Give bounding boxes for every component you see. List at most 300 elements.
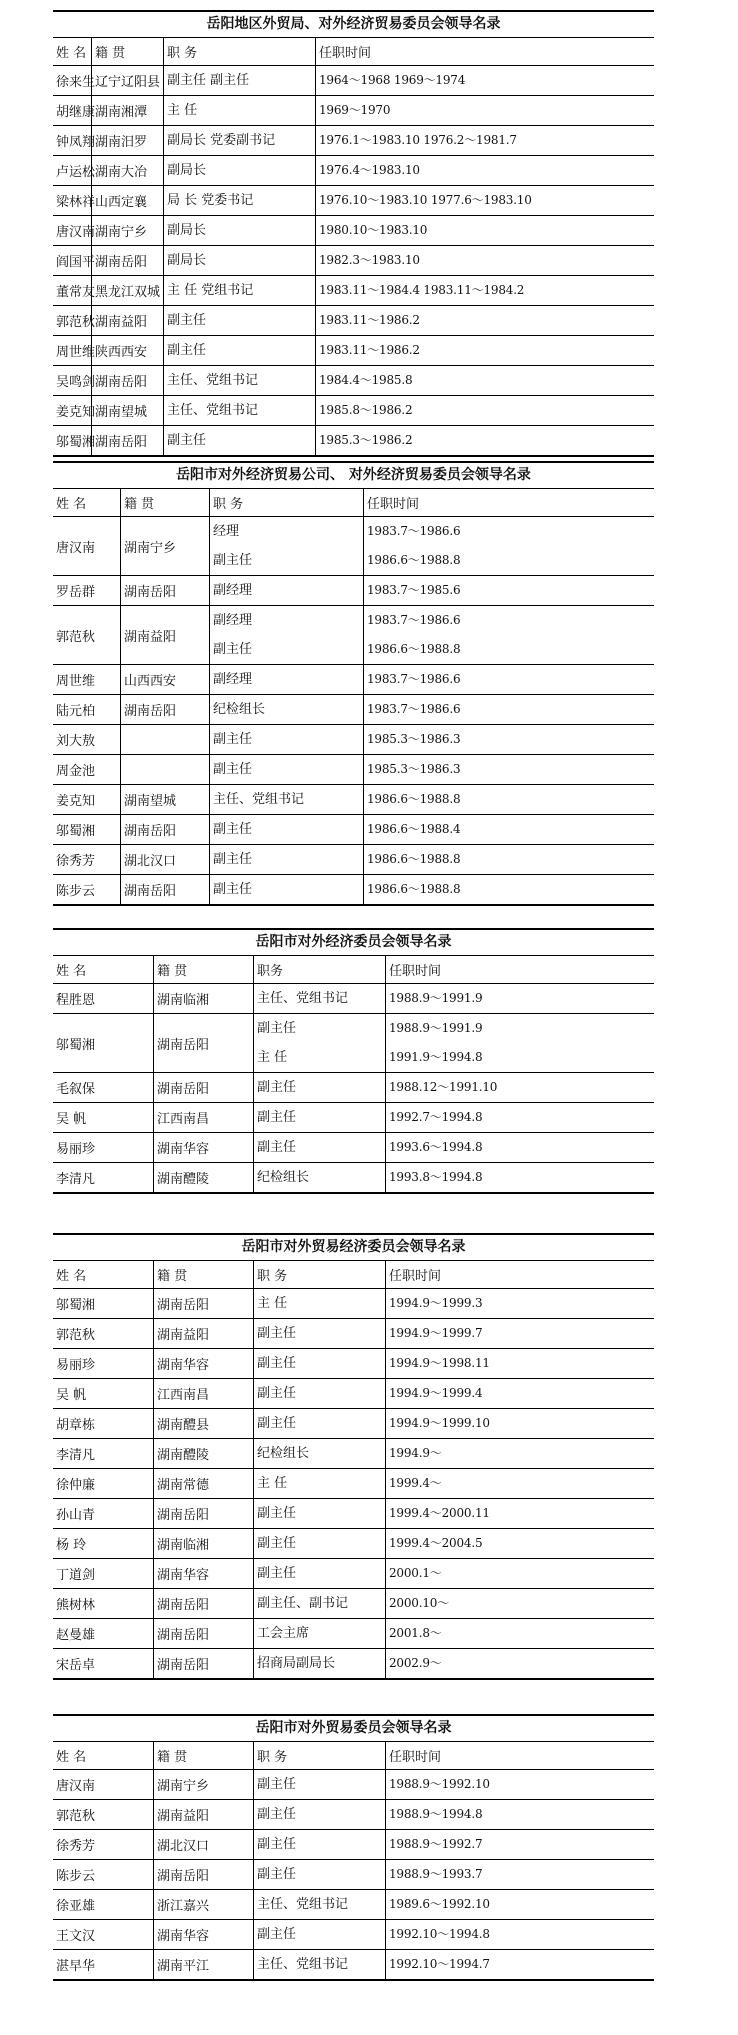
title-line: 工会主席 xyxy=(257,1626,310,1641)
table-row xyxy=(53,1289,654,1319)
table-row xyxy=(53,216,654,246)
title-line: 主任、党组书记 xyxy=(257,991,349,1006)
title-cell xyxy=(163,216,315,245)
period-line: 1988.9～1991.9 xyxy=(389,1021,483,1035)
name-cell: 徐来生 xyxy=(56,75,96,90)
period-cell xyxy=(315,306,654,335)
name-cell: 陆元柏 xyxy=(56,704,96,719)
table-header-row xyxy=(53,1261,654,1289)
name-cell: 周金池 xyxy=(56,764,96,779)
table-row xyxy=(53,1133,654,1163)
name-cell: 周世维 xyxy=(56,674,96,689)
table-row xyxy=(53,366,654,396)
period-cell xyxy=(385,1830,654,1859)
period-line: 1988.9～1994.8 xyxy=(389,1807,483,1821)
origin-cell: 湖南汨罗 xyxy=(91,126,163,155)
title-line: 副主任 xyxy=(213,553,253,568)
name-cell: 易丽珍 xyxy=(56,1142,96,1157)
title-cell xyxy=(163,156,315,185)
table-row xyxy=(53,1163,654,1193)
name-cell: 王文汉 xyxy=(56,1929,96,1944)
period-line: 1988.9～1993.7 xyxy=(389,1867,483,1881)
title-line: 副局长 党委副书记 xyxy=(167,133,276,148)
period-line: 1991.9～1994.8 xyxy=(389,1050,483,1064)
column-header: 姓 名 xyxy=(56,1750,87,1765)
origin-cell: 湖南益阳 xyxy=(153,1800,253,1829)
origin-cell: 湖南岳阳 xyxy=(153,1073,253,1102)
name-cell: 陈步云 xyxy=(56,884,96,899)
table-row xyxy=(53,96,654,126)
title-line: 副主任 xyxy=(213,882,253,897)
period-line: 1986.6～1988.8 xyxy=(367,642,461,656)
title-cell xyxy=(209,517,363,575)
table-row xyxy=(53,1649,654,1679)
name-cell: 徐亚雄 xyxy=(56,1899,96,1914)
period-cell xyxy=(385,1103,654,1132)
table-title: 岳阳市对外经济贸易公司、 对外经济贸易委员会领导名录 xyxy=(176,467,531,483)
table-row xyxy=(53,1469,654,1499)
period-cell xyxy=(363,695,654,724)
title-cell xyxy=(253,984,385,1013)
title-line: 副局长 xyxy=(167,223,207,238)
title-cell xyxy=(163,306,315,335)
name-cell: 程胜恩 xyxy=(56,993,96,1008)
origin-cell: 湖南岳阳 xyxy=(120,576,209,605)
name-cell: 杨 玲 xyxy=(56,1538,87,1553)
period-line: 1994.9～1999.3 xyxy=(389,1296,483,1310)
title-cell xyxy=(253,1289,385,1318)
name-cell: 梁林祥 xyxy=(56,195,96,210)
name-cell: 姜克知 xyxy=(56,405,96,420)
table-row xyxy=(53,1619,654,1649)
title-cell xyxy=(253,1014,385,1072)
name-cell: 徐秀芳 xyxy=(56,1839,96,1854)
title-line: 副局长 xyxy=(167,163,207,178)
title-cell xyxy=(209,695,363,724)
column-header: 籍 贯 xyxy=(153,956,253,983)
origin-cell: 湖北汉口 xyxy=(153,1830,253,1859)
title-line: 副主任 xyxy=(257,1837,297,1852)
period-line: 1976.4～1983.10 xyxy=(319,163,420,177)
period-line: 1984.4～1985.8 xyxy=(319,373,413,387)
period-cell xyxy=(385,1379,654,1408)
title-line: 副主任 xyxy=(213,822,253,837)
name-cell: 毛叙保 xyxy=(56,1082,96,1097)
period-line: 1976.10～1983.10 1977.6～1983.10 xyxy=(319,193,532,207)
table-row xyxy=(53,1920,654,1950)
origin-cell: 江西南昌 xyxy=(153,1379,253,1408)
period-line: 1999.4～ xyxy=(389,1476,442,1490)
title-line: 招商局副局长 xyxy=(257,1656,336,1671)
origin-cell: 湖南常德 xyxy=(153,1469,253,1498)
table-row xyxy=(53,1073,654,1103)
period-cell xyxy=(315,426,654,455)
title-line: 主 任 党组书记 xyxy=(167,283,254,298)
title-cell xyxy=(163,246,315,275)
period-line: 1982.3～1983.10 xyxy=(319,253,420,267)
title-cell xyxy=(253,1379,385,1408)
origin-cell: 湖南华容 xyxy=(153,1920,253,1949)
period-cell xyxy=(385,1589,654,1618)
table-row xyxy=(53,1559,654,1589)
table-row xyxy=(53,1800,654,1830)
origin-cell: 湖南岳阳 xyxy=(91,366,163,395)
period-cell xyxy=(363,875,654,904)
title-cell xyxy=(253,1770,385,1799)
period-line: 1983.11～1986.2 xyxy=(319,343,420,357)
name-cell: 姜克知 xyxy=(56,794,96,809)
title-line: 副局长 xyxy=(167,253,207,268)
period-cell xyxy=(385,1319,654,1348)
table-header-row xyxy=(53,489,654,517)
table-row xyxy=(53,1379,654,1409)
period-cell xyxy=(385,1920,654,1949)
period-cell xyxy=(385,1860,654,1889)
origin-cell: 湖南岳阳 xyxy=(120,875,209,904)
title-line: 主任、党组书记 xyxy=(167,403,259,418)
period-cell xyxy=(315,216,654,245)
name-cell: 郭范秋 xyxy=(56,629,96,645)
name-cell: 郭范秋 xyxy=(56,1809,96,1824)
title-line: 纪检组长 xyxy=(257,1446,310,1461)
origin-cell: 湖南望城 xyxy=(120,785,209,814)
title-line: 主任、党组书记 xyxy=(213,792,305,807)
column-header: 籍 贯 xyxy=(91,38,163,65)
period-line: 1988.12～1991.10 xyxy=(389,1080,498,1094)
period-line: 1986.6～1988.8 xyxy=(367,852,461,866)
name-cell: 李清凡 xyxy=(56,1172,96,1187)
table-row xyxy=(53,1950,654,1980)
title-line: 副主任 xyxy=(257,1927,297,1942)
title-cell xyxy=(209,875,363,904)
column-header: 籍 贯 xyxy=(153,1742,253,1769)
title-cell xyxy=(253,1499,385,1528)
table-row xyxy=(53,755,654,785)
table-row xyxy=(53,426,654,456)
name-cell: 刘大敖 xyxy=(56,734,96,749)
title-cell xyxy=(163,96,315,125)
column-header: 任职时间 xyxy=(363,489,654,516)
table-row xyxy=(53,1890,654,1920)
column-header: 任职时间 xyxy=(315,38,654,65)
period-cell xyxy=(385,1163,654,1192)
period-cell xyxy=(363,665,654,694)
title-cell xyxy=(209,845,363,874)
period-cell xyxy=(315,366,654,395)
title-cell xyxy=(253,1349,385,1378)
name-cell: 钟凤翔 xyxy=(56,135,96,150)
table-row xyxy=(53,1499,654,1529)
period-line: 1980.10～1983.10 xyxy=(319,223,428,237)
name-cell: 唐汉南 xyxy=(56,225,96,240)
table-header-row xyxy=(53,1742,654,1770)
title-cell xyxy=(209,755,363,784)
table-row xyxy=(53,875,654,905)
origin-cell: 湖南醴陵 xyxy=(153,1439,253,1468)
period-cell xyxy=(385,1409,654,1438)
title-line: 副主任 xyxy=(257,1536,297,1551)
period-cell xyxy=(363,517,654,575)
title-line: 副主任 xyxy=(257,1110,297,1125)
period-line: 1983.7～1986.6 xyxy=(367,672,461,686)
period-cell xyxy=(385,1349,654,1378)
origin-cell: 湖南大冶 xyxy=(91,156,163,185)
table-row xyxy=(53,984,654,1014)
origin-cell: 湖南宁乡 xyxy=(153,1770,253,1799)
title-cell xyxy=(253,1860,385,1889)
period-cell xyxy=(315,396,654,425)
period-line: 2000.10～ xyxy=(389,1596,450,1610)
title-line: 副主任 xyxy=(257,1807,297,1822)
name-cell: 邬蜀湘 xyxy=(56,824,96,839)
table-row xyxy=(53,576,654,606)
origin-cell: 湖南华容 xyxy=(153,1559,253,1588)
table-bottom-rule xyxy=(53,1979,654,1981)
period-cell xyxy=(363,576,654,605)
title-line: 局 长 党委书记 xyxy=(167,193,254,208)
title-cell xyxy=(253,1133,385,1162)
origin-cell: 山西西安 xyxy=(120,665,209,694)
title-cell xyxy=(163,426,315,455)
column-header: 籍 贯 xyxy=(120,489,209,516)
title-cell xyxy=(253,1890,385,1919)
period-line: 1985.3～1986.3 xyxy=(367,762,461,776)
origin-cell: 湖南醴县 xyxy=(153,1409,253,1438)
title-cell xyxy=(163,66,315,95)
origin-cell: 湖南华容 xyxy=(153,1133,253,1162)
title-line: 副主任 xyxy=(257,1356,297,1371)
name-cell: 徐秀芳 xyxy=(56,854,96,869)
title-line: 副主任 xyxy=(257,1021,297,1036)
period-cell xyxy=(385,1439,654,1468)
table-row xyxy=(53,1529,654,1559)
title-line: 副主任 xyxy=(213,852,253,867)
name-cell: 易丽珍 xyxy=(56,1358,96,1373)
table-row xyxy=(53,1319,654,1349)
period-line: 1994.9～1999.7 xyxy=(389,1326,483,1340)
origin-cell: 湖南华容 xyxy=(153,1349,253,1378)
table-bottom-rule xyxy=(53,904,654,906)
title-cell xyxy=(163,396,315,425)
origin-cell xyxy=(120,755,209,784)
period-line: 1994.9～1998.11 xyxy=(389,1356,490,1370)
period-line: 1999.4～2000.11 xyxy=(389,1506,490,1520)
period-cell xyxy=(315,156,654,185)
title-line: 主 任 xyxy=(257,1296,288,1311)
origin-cell: 湖南宁乡 xyxy=(91,216,163,245)
title-cell xyxy=(253,1103,385,1132)
title-cell xyxy=(209,815,363,844)
name-cell: 阎国平 xyxy=(56,255,96,270)
period-line: 1993.6～1994.8 xyxy=(389,1140,483,1154)
table-row xyxy=(53,186,654,216)
origin-cell: 湖南湘潭 xyxy=(91,96,163,125)
period-cell xyxy=(315,96,654,125)
period-cell xyxy=(363,785,654,814)
title-line: 主 任 xyxy=(257,1050,288,1065)
column-header: 任职时间 xyxy=(385,1261,654,1288)
title-cell xyxy=(253,1409,385,1438)
table-row xyxy=(53,66,654,96)
origin-cell: 湖南岳阳 xyxy=(153,1619,253,1648)
origin-cell: 湖南益阳 xyxy=(120,606,209,664)
origin-cell: 湖南望城 xyxy=(91,396,163,425)
period-line: 1988.9～1991.9 xyxy=(389,991,483,1005)
name-cell: 周世维 xyxy=(56,345,96,360)
period-line: 1992.10～1994.7 xyxy=(389,1957,490,1971)
name-cell: 唐汉南 xyxy=(56,1779,96,1794)
origin-cell: 湖南岳阳 xyxy=(120,695,209,724)
title-line: 纪检组长 xyxy=(257,1170,310,1185)
name-cell: 董常友 xyxy=(56,285,96,300)
title-cell xyxy=(163,366,315,395)
title-cell xyxy=(209,725,363,754)
title-line: 副主任 xyxy=(167,343,207,358)
title-cell xyxy=(253,1073,385,1102)
title-line: 副经理 xyxy=(213,613,253,628)
origin-cell: 湖南临湘 xyxy=(153,984,253,1013)
origin-cell: 陕西西安 xyxy=(91,336,163,365)
period-cell xyxy=(363,755,654,784)
origin-cell: 辽宁辽阳县 xyxy=(91,66,163,95)
period-cell xyxy=(385,1619,654,1648)
origin-cell: 湖南平江 xyxy=(153,1950,253,1979)
period-cell xyxy=(385,984,654,1013)
title-line: 纪检组长 xyxy=(213,702,266,717)
title-cell xyxy=(209,785,363,814)
period-cell xyxy=(363,815,654,844)
title-cell xyxy=(253,1950,385,1979)
column-header: 姓 名 xyxy=(56,497,87,512)
origin-cell: 湖南岳阳 xyxy=(153,1860,253,1889)
period-line: 1985.3～1986.3 xyxy=(367,732,461,746)
period-cell xyxy=(385,1469,654,1498)
period-cell xyxy=(385,1800,654,1829)
column-header: 任职时间 xyxy=(385,956,654,983)
origin-cell: 湖南岳阳 xyxy=(153,1289,253,1318)
origin-cell: 湖南岳阳 xyxy=(153,1649,253,1678)
column-header: 姓 名 xyxy=(56,1269,87,1284)
period-cell xyxy=(385,1014,654,1072)
table-row xyxy=(53,1830,654,1860)
period-line: 1983.7～1985.6 xyxy=(367,583,461,597)
title-line: 副主任 xyxy=(213,732,253,747)
table-row xyxy=(53,517,654,576)
name-cell: 罗岳群 xyxy=(56,585,96,600)
period-line: 1992.10～1994.8 xyxy=(389,1927,490,1941)
title-cell xyxy=(253,1439,385,1468)
table-row xyxy=(53,1439,654,1469)
title-line: 主 任 xyxy=(167,103,198,118)
name-cell: 李清凡 xyxy=(56,1448,96,1463)
title-line: 副主任 xyxy=(257,1386,297,1401)
table-row xyxy=(53,785,654,815)
title-cell xyxy=(253,1649,385,1678)
table-row xyxy=(53,1409,654,1439)
period-line: 1986.6～1988.8 xyxy=(367,792,461,806)
table-row xyxy=(53,1860,654,1890)
origin-cell: 湖南宁乡 xyxy=(120,517,209,575)
title-line: 副主任 xyxy=(257,1416,297,1431)
table-row xyxy=(53,276,654,306)
period-line: 2001.8～ xyxy=(389,1626,442,1640)
title-line: 副主任 xyxy=(213,762,253,777)
period-line: 1994.9～1999.4 xyxy=(389,1386,483,1400)
title-line: 副主任 xyxy=(257,1867,297,1882)
title-cell xyxy=(253,1529,385,1558)
origin-cell: 湖北汉口 xyxy=(120,845,209,874)
table-title: 岳阳市对外贸易经济委员会领导名录 xyxy=(241,1239,466,1255)
title-cell xyxy=(209,576,363,605)
title-cell xyxy=(209,665,363,694)
title-cell xyxy=(253,1319,385,1348)
origin-cell: 湖南岳阳 xyxy=(153,1589,253,1618)
period-cell xyxy=(315,126,654,155)
title-line: 副经理 xyxy=(213,672,253,687)
name-cell: 陈步云 xyxy=(56,1869,96,1884)
period-cell xyxy=(385,1559,654,1588)
title-cell xyxy=(253,1589,385,1618)
period-cell xyxy=(363,725,654,754)
title-cell xyxy=(253,1619,385,1648)
table-row xyxy=(53,665,654,695)
title-line: 副主任 xyxy=(167,433,207,448)
origin-cell: 湖南岳阳 xyxy=(91,246,163,275)
table-bottom-rule xyxy=(53,1678,654,1680)
table-row xyxy=(53,815,654,845)
period-line: 1976.1～1983.10 1976.2～1981.7 xyxy=(319,133,517,147)
title-cell xyxy=(253,1559,385,1588)
name-cell: 邬蜀湘 xyxy=(56,1037,96,1053)
name-cell: 吴鸣剑 xyxy=(56,375,96,390)
period-cell xyxy=(315,246,654,275)
title-cell xyxy=(163,186,315,215)
title-line: 副主任 xyxy=(213,642,253,657)
title-line: 副主任 xyxy=(257,1080,297,1095)
origin-cell: 湖南岳阳 xyxy=(153,1014,253,1072)
period-line: 1986.6～1988.8 xyxy=(367,882,461,896)
origin-cell xyxy=(120,725,209,754)
table-bottom-rule xyxy=(53,455,654,457)
table-header-row xyxy=(53,38,654,66)
period-cell xyxy=(385,1950,654,1979)
period-cell xyxy=(385,1499,654,1528)
name-cell: 吴 帆 xyxy=(56,1112,87,1127)
table-row xyxy=(53,336,654,366)
title-line: 副经理 xyxy=(213,583,253,598)
period-cell xyxy=(363,845,654,874)
title-line: 主任、党组书记 xyxy=(257,1897,349,1912)
origin-cell: 湖南岳阳 xyxy=(91,426,163,455)
title-line: 主任、党组书记 xyxy=(257,1957,349,1972)
table-row xyxy=(53,156,654,186)
name-cell: 胡章栋 xyxy=(56,1418,96,1433)
origin-cell: 浙江嘉兴 xyxy=(153,1890,253,1919)
origin-cell: 湖南岳阳 xyxy=(153,1499,253,1528)
table-row xyxy=(53,1589,654,1619)
period-cell xyxy=(385,1770,654,1799)
origin-cell: 湖南临湘 xyxy=(153,1529,253,1558)
period-line: 1983.11～1986.2 xyxy=(319,313,420,327)
table-row xyxy=(53,306,654,336)
title-line: 副主任 副主任 xyxy=(167,73,250,88)
name-cell: 卢运松 xyxy=(56,165,96,180)
name-cell: 孙山青 xyxy=(56,1508,96,1523)
table-row xyxy=(53,695,654,725)
period-line: 1983.7～1986.6 xyxy=(367,702,461,716)
table-row xyxy=(53,606,654,665)
title-line: 副主任、副书记 xyxy=(257,1596,349,1611)
